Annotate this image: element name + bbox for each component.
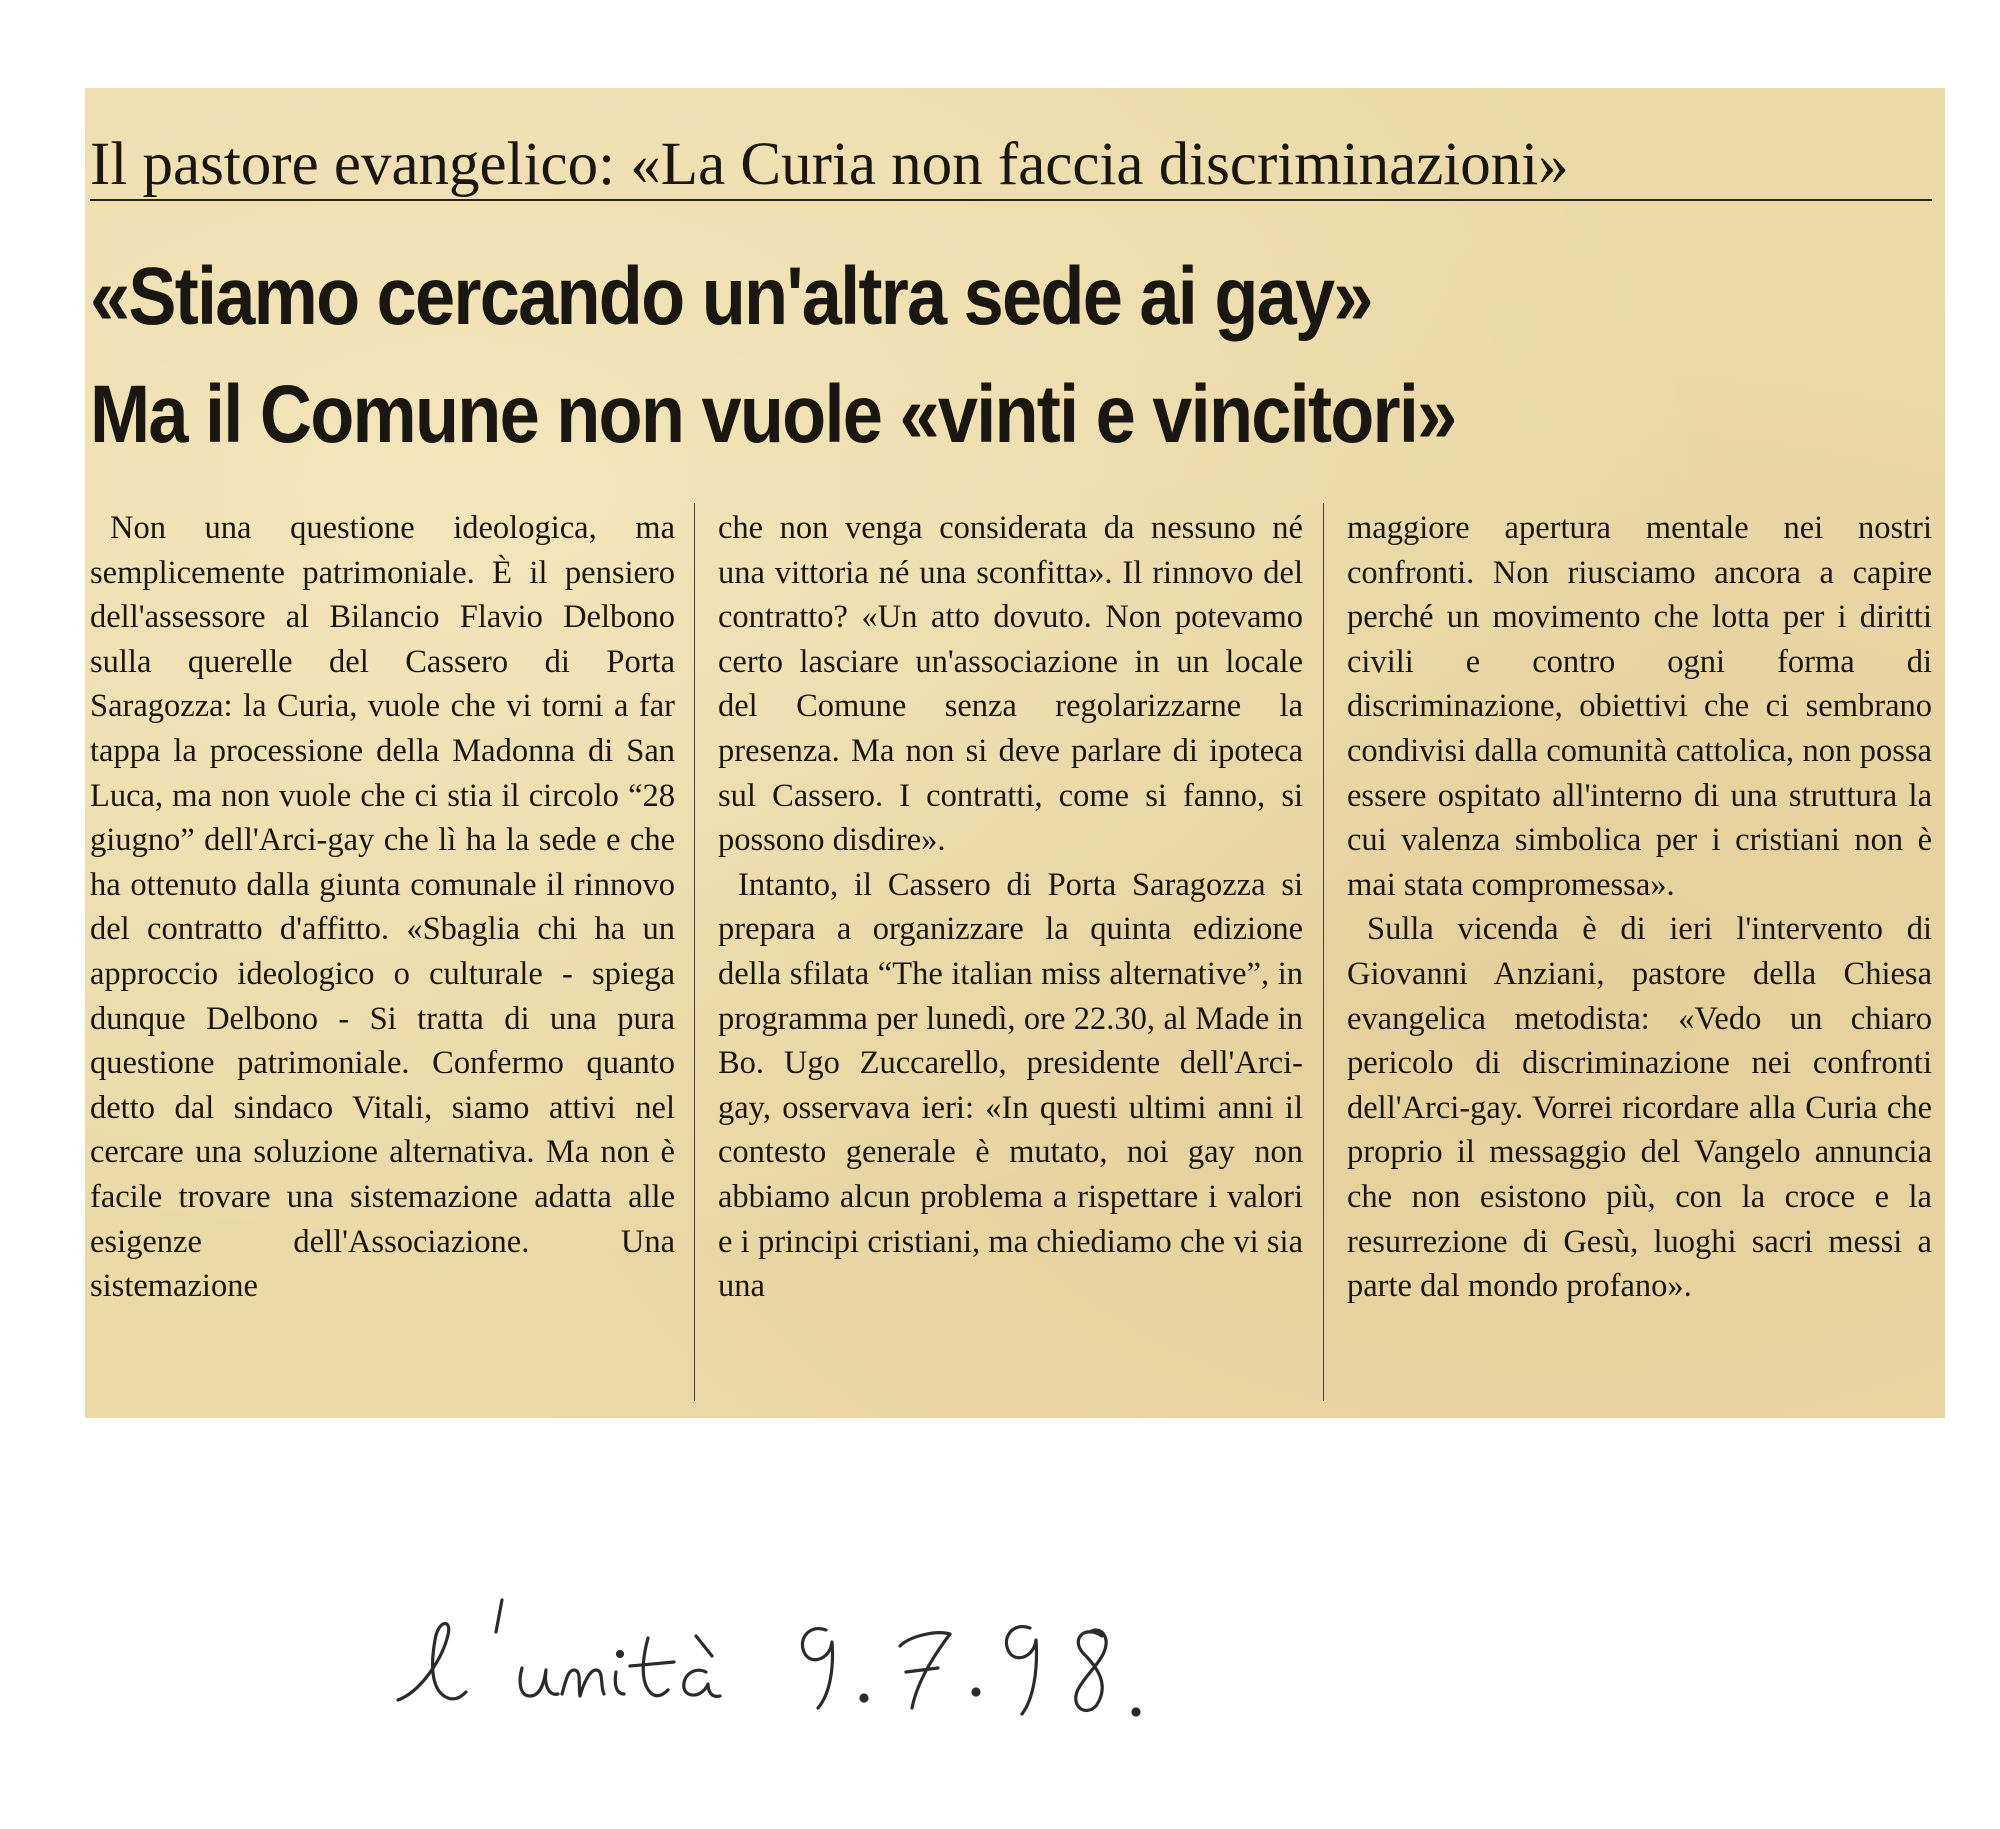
column-divider (1323, 503, 1324, 1401)
kicker-headline: Il pastore evangelico: «La Curia non faccia discriminazioni» (90, 133, 1932, 201)
article-column-1 (90, 506, 675, 1309)
main-headline (90, 238, 1718, 474)
newspaper-clipping (85, 88, 1945, 1418)
paragraph: che non venga considerata da nessuno né una vittoria né una sconfitta». Il rinnovo del contratto? «Un atto dovuto. Non potevamo certo lasciare un'associazione in un locale del Comune senza regolarizzarne la presenza. Ma non si deve parlare di ipoteca sul Cassero. I contratti, come si fanno, si possono disdire». (718, 510, 1303, 859)
handwritten-source-note (390, 1580, 1330, 1730)
paragraph: Non una questione ideologica, ma semplicemente patrimoniale. È il pensiero dell'assessore al Bilancio Flavio Delbono sulla querelle del Cassero di Porta Saragozza: la Curia, vuole che vi torni a far tappa la processione della Madonna di San Luca, ma non vuole che ci stia il circolo “28 giugno” dell'Arci-gay che lì ha la sede e che ha ottenuto dalla giunta comunale il rinnovo del contratto d'affitto. «Sbaglia chi ha un approccio ideologico o culturale - spiega dunque Delbono - Si tratta di una pura questione patrimoniale. Confermo quanto detto dal sindaco Vitali, siamo attivi nel cercare una soluzione alternativa. Ma non è facile trovare una sistemazione adatta alle esigenze dell'Associazione. Una sistemazione (90, 510, 675, 1305)
paragraph: maggiore apertura mentale nei nostri confronti. Non riusciamo ancora a capire perché un movimento che lotta per i diritti civili e contro ogni forma di discriminazione, obiettivi che ci sembrano condivisi dalla comunità cattolica, non possa essere ospitato all'interno di una struttura la cui valenza simbolica per i cristiani non è mai stata compromessa». (1347, 510, 1932, 903)
paragraph: Intanto, il Cassero di Porta Saragozza si prepara a organizzare la quinta edizione della sfilata “The italian miss alternative”, in programma per lunedì, ore 22.30, al Made in Bo. Ugo Zuccarello, presidente dell'Arci-gay, osservava ieri: «In questi ultimi anni il contesto generale è mutato, noi gay non abbiamo alcun problema a rispettare i valori e i principi cristiani, ma chiediamo che vi sia una (718, 866, 1303, 1305)
column-divider (694, 503, 695, 1401)
article-column-2 (718, 506, 1303, 1309)
headline-line-2: Ma il Comune non vuole «vinti e vincitori» (90, 369, 1456, 460)
article-column-3 (1347, 506, 1932, 1309)
paragraph: Sulla vicenda è di ieri l'intervento di Giovanni Anziani, pastore della Chiesa evangelica metodista: «Vedo un chiaro pericolo di discriminazione nei confronti dell'Arci-gay. Vorrei ricordare alla Curia che proprio il messaggio del Vangelo annuncia che non esistono più, con la croce e la resurrezione di Gesù, luoghi sacri messi a parte dal mondo profano». (1347, 911, 1932, 1305)
headline-line-1: «Stiamo cercando un'altra sede ai gay» (90, 251, 1372, 342)
